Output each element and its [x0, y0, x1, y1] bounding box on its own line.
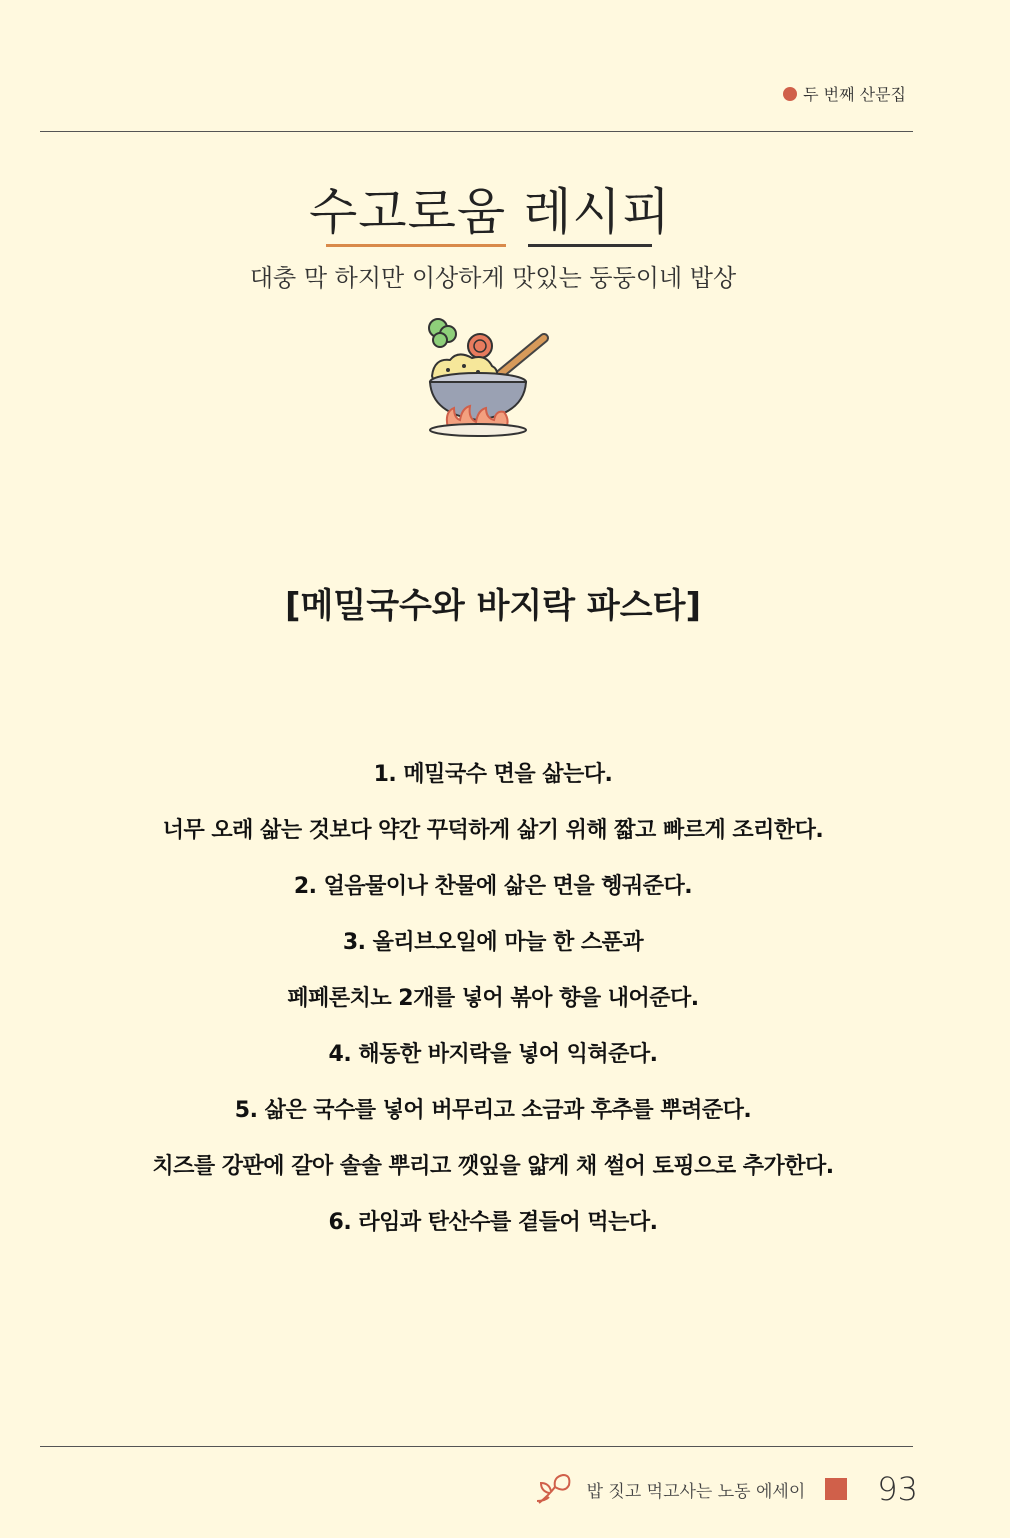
- header-divider: [40, 131, 913, 132]
- book-title: 밥 짓고 먹고사는 노동 에세이: [586, 1481, 806, 1502]
- footer-square-icon: [825, 1478, 847, 1500]
- recipe-steps: [0, 758, 986, 1262]
- page-footer: [535, 1470, 918, 1508]
- section-tag: [783, 82, 906, 105]
- recipe-step: 치즈를 강판에 갈아 솔솔 뿌리고 깻잎을 얇게 채 썰어 토핑으로 추가한다.: [152, 1154, 834, 1179]
- recipe-step: 3. 올리브오일에 마늘 한 스푼과: [342, 930, 644, 955]
- recipe-step: 2. 얼음물이나 찬물에 삶은 면을 헹궈준다.: [293, 874, 693, 899]
- recipe-step: 페페론치노 2개를 넣어 볶아 향을 내어준다.: [287, 986, 699, 1011]
- chapter-title: 수고로움 레시피: [309, 183, 671, 241]
- title-underline-accent: [326, 244, 506, 247]
- recipe-step: 4. 해동한 바지락을 넣어 익혀준다.: [328, 1042, 658, 1067]
- cooking-pot-icon: [420, 316, 555, 441]
- section-dot-icon: [783, 87, 797, 101]
- chapter-subtitle: 대충 막 하지만 이상하게 맛있는 둥둥이네 밥상: [249, 264, 737, 292]
- recipe-step: 1. 메밀국수 면을 삶는다.: [373, 762, 613, 787]
- page-number: 93: [877, 1470, 918, 1508]
- section-label: 두 번째 산문집: [803, 85, 906, 104]
- footer-divider: [40, 1446, 913, 1447]
- title-underline-dark: [528, 244, 652, 247]
- recipe-title: [메밀국수와 바지락 파스타]: [284, 586, 702, 626]
- recipe-step: 너무 오래 삶는 것보다 약간 꾸덕하게 삶기 위해 짧고 빠르게 조리한다.: [162, 818, 824, 843]
- leaf-icon: [535, 1471, 575, 1507]
- recipe-step: 6. 라임과 탄산수를 곁들어 먹는다.: [328, 1210, 658, 1235]
- recipe-step: 5. 삶은 국수를 넣어 버무리고 소금과 후추를 뿌려준다.: [234, 1098, 752, 1123]
